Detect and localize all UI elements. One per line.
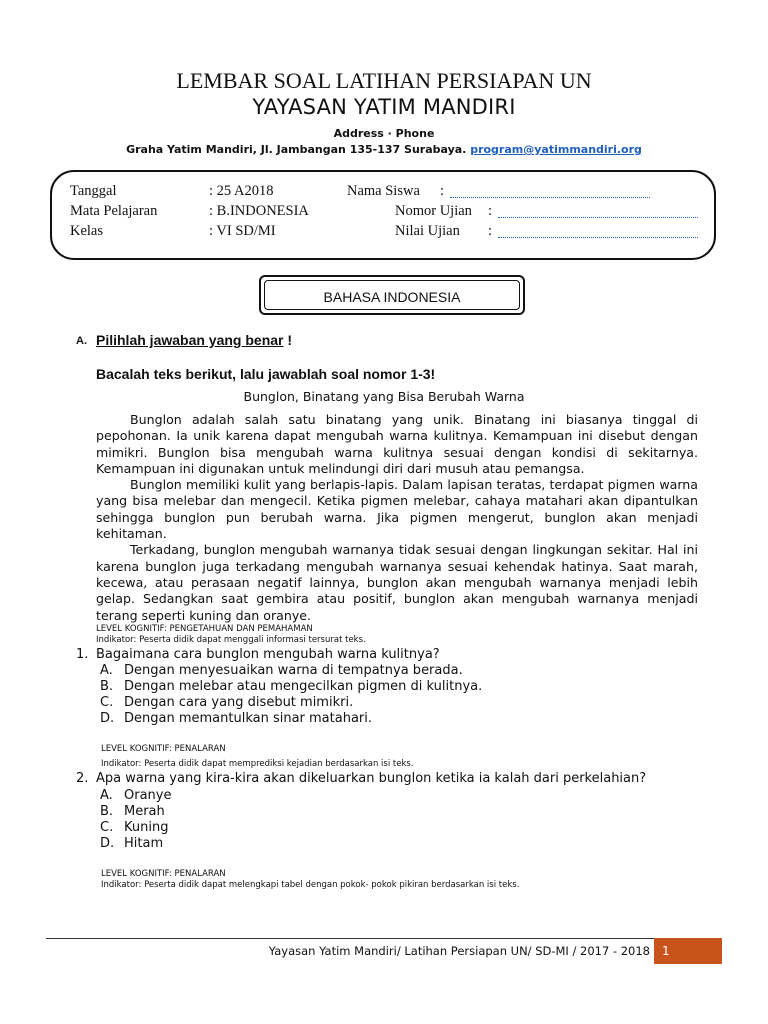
q1-option-d[interactable]: Dengan memantulkan sinar matahari.: [124, 711, 373, 726]
section-letter: A.: [76, 335, 87, 347]
tanggal-label: Tanggal: [70, 183, 117, 199]
nomor-ujian-label: Nomor Ujian: [395, 203, 472, 219]
q2-option-d-letter[interactable]: D.: [100, 836, 115, 851]
footer-text: Yayasan Yatim Mandiri/ Latihan Persiapan UN/ SD-MI / 2017 - 2018: [268, 944, 650, 958]
address-line: [0, 143, 768, 156]
q2-indikator: Indikator: Peserta didik dapat memprediksi kejadian berdasarkan isi teks.: [101, 759, 414, 769]
kelas-label: Kelas: [70, 223, 104, 239]
nama-siswa-colon: :: [440, 183, 445, 199]
email-link[interactable]: program@yatimmandiri.org: [470, 143, 642, 156]
q2-number: 2.: [76, 771, 89, 786]
section-instruction-suffix: !: [283, 332, 293, 348]
tanggal-value: : 25 A2018: [209, 183, 274, 199]
q1-option-a[interactable]: Dengan menyesuaikan warna di tempatnya berada.: [124, 663, 463, 678]
mapel-value: : B.INDONESIA: [209, 203, 309, 219]
story-paragraph: Bunglon adalah salah satu binatang yang unik. Binatang ini biasanya tinggal di pepohonan. Ia unik karena dapat mengubah warna kulitnya. Kemampuan ini disebut dengan mimikri. Bunglon bisa mengubah warna kulitnya sesuai dengan kondisi di sekitarnya. Kemampuan ini digunakan untuk melindungi diri dari musuh atau pemangsa.: [96, 412, 698, 476]
q1-text: Bagaimana cara bunglon mengubah warna kulitnya?: [96, 647, 440, 662]
nama-siswa-label: Nama Siswa: [347, 183, 420, 199]
story-paragraph: Bunglon memiliki kulit yang berlapis-lapis. Dalam lapisan teratas, terdapat pigmen warna yang bisa melebar dan mengecil. Ketika pigmen melebar, cahaya matahari akan dipantulkan sehingga bunglon pun berubah warna. Jika pigmen mengerut, bunglon akan menjadi kehitaman.: [96, 477, 698, 542]
q1-option-a-letter[interactable]: A.: [100, 663, 113, 678]
q1-level: LEVEL KOGNITIF: PENGETAHUAN DAN PEMAHAMAN: [96, 624, 313, 634]
section-instruction: [96, 332, 292, 348]
q1-option-d-letter[interactable]: D.: [100, 711, 115, 726]
subject-title: BAHASA INDONESIA: [264, 280, 520, 310]
q2-option-c[interactable]: Kuning: [124, 820, 169, 835]
q3-indikator: Indikator: Peserta didik dapat melengkapi tabel dengan pokok- pokok pikiran berdasarkan isi teks.: [101, 880, 520, 890]
q1-indikator: Indikator: Peserta didik dapat menggali informasi tersurat teks.: [96, 635, 366, 645]
address-text: Graha Yatim Mandiri, Jl. Jambangan 135-137 Surabaya.: [126, 143, 467, 156]
q1-option-c-letter[interactable]: C.: [100, 695, 114, 710]
nomor-ujian-field[interactable]: [498, 205, 698, 218]
q1-number: 1.: [76, 647, 89, 662]
q2-text: Apa warna yang kira-kira akan dikeluarkan bunglon ketika ia kalah dari perkelahian?: [96, 771, 647, 786]
story-body: [96, 412, 698, 624]
q1-option-b-letter[interactable]: B.: [100, 679, 114, 694]
q2-option-b-letter[interactable]: B.: [100, 804, 114, 819]
q2-level: LEVEL KOGNITIF: PENALARAN: [101, 744, 226, 754]
story-title: Bunglon, Binatang yang Bisa Berubah Warna: [243, 389, 525, 404]
q2-option-a[interactable]: Oranye: [124, 788, 172, 803]
nomor-ujian-colon: :: [488, 203, 493, 219]
q2-option-b[interactable]: Merah: [124, 804, 165, 819]
q2-option-c-letter[interactable]: C.: [100, 820, 114, 835]
q1-option-b[interactable]: Dengan melebar atau mengecilkan pigmen di kulitnya.: [124, 679, 483, 694]
subject-box: [259, 275, 525, 315]
q3-level: LEVEL KOGNITIF: PENALARAN: [101, 869, 226, 879]
page-number: 1: [654, 938, 722, 964]
footer-divider: [46, 938, 722, 939]
q2-option-d[interactable]: Hitam: [124, 836, 164, 851]
nilai-ujian-label: Nilai Ujian: [395, 223, 460, 239]
kelas-value: : VI SD/MI: [209, 223, 276, 239]
q1-option-c[interactable]: Dengan cara yang disebut mimikri.: [124, 695, 354, 710]
section-instruction-text: Pilihlah jawaban yang benar: [96, 332, 284, 348]
organization-name: YAYASAN YATIM MANDIRI: [252, 95, 516, 119]
nama-siswa-field[interactable]: [450, 185, 650, 198]
nilai-ujian-colon: :: [488, 223, 493, 239]
document-title: LEMBAR SOAL LATIHAN PERSIAPAN UN: [176, 68, 592, 93]
mapel-label: Mata Pelajaran: [70, 203, 158, 219]
nilai-ujian-field[interactable]: [498, 225, 698, 238]
reading-instruction: Bacalah teks berikut, lalu jawablah soal nomor 1-3!: [96, 366, 436, 382]
q2-option-a-letter[interactable]: A.: [100, 788, 113, 803]
story-paragraph: Terkadang, bunglon mengubah warnanya tidak sesuai dengan lingkungan sekitar. Hal ini karena bunglon juga terkadang mengubah warnanya sesuai kehendak hatinya. Saat marah, kecewa, atau perasaan negatif lainnya, bunglon akan mengubah warnanya menjadi lebih gelap. Sedangkan saat gembira atau positif, bunglon akan mengubah warnanya menjadi terang seperti kuning dan oranye.: [96, 542, 698, 623]
address-label: Address · Phone: [333, 127, 435, 140]
